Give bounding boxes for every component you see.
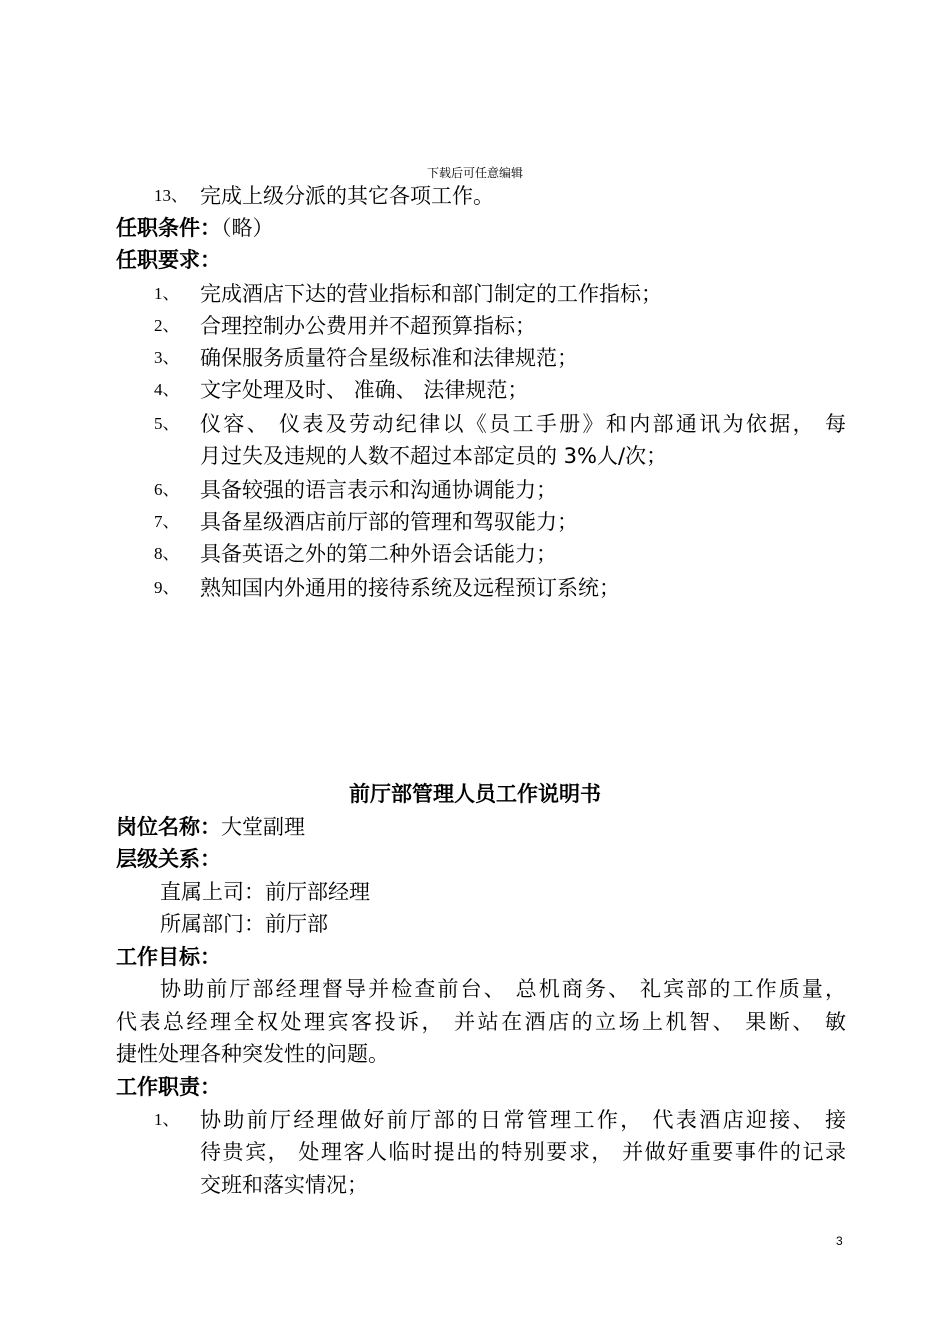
- list-item-number: 9、: [154, 578, 180, 597]
- list-item-number: 7、: [154, 512, 180, 531]
- department-line: 所属部门：前厅部: [160, 912, 328, 936]
- objective-heading: 工作目标：: [116, 945, 221, 969]
- hierarchy-heading: 层级关系：: [116, 847, 221, 871]
- qualifications-label: 任职条件：: [116, 216, 221, 240]
- supervisor-line: 直属上司：前厅部经理: [160, 880, 370, 904]
- requirements-heading: 任职要求：: [116, 248, 221, 272]
- list-item-number: 1、: [154, 284, 180, 303]
- list-item-text: 熟知国内外通用的接待系统及远程预订系统；: [200, 576, 620, 600]
- duties-heading: 工作职责：: [116, 1075, 221, 1099]
- list-item-text-continued: 月过失及违规的人数不超过本部定员的 3%人/次；: [200, 444, 668, 468]
- list-item-text: 待贵宾， 处理客人临时提出的特别要求， 并做好重要事件的记录: [200, 1140, 846, 1164]
- position-line: [116, 811, 305, 843]
- objective-line: 捷性处理各种突发性的问题。: [116, 1042, 389, 1066]
- list-item-text: 协助前厅经理做好前厅部的日常管理工作， 代表酒店迎接、 接: [200, 1108, 846, 1132]
- list-item-number: 5、: [154, 414, 180, 433]
- position-value: 大堂副理: [221, 815, 305, 839]
- list-item-text: 合理控制办公费用并不超预算指标；: [200, 314, 536, 338]
- list-item-text: 具备较强的语言表示和沟通协调能力；: [200, 478, 557, 502]
- position-label: 岗位名称：: [116, 815, 221, 839]
- page-number: 3: [836, 1234, 843, 1248]
- list-item-number: 2、: [154, 316, 180, 335]
- list-item-number: 8、: [154, 544, 180, 563]
- list-item-text: 交班和落实情况；: [200, 1173, 368, 1197]
- list-item-text: 文字处理及时、 准确、 法律规范；: [200, 378, 529, 402]
- objective-line: 协助前厅部经理督导并检查前台、 总机商务、 礼宾部的工作质量，: [160, 977, 846, 1001]
- document-title: 前厅部管理人员工作说明书: [349, 782, 601, 806]
- qualifications-value: （略）: [221, 216, 274, 240]
- watermark: 下载后可任意编辑: [426, 166, 523, 180]
- item-13-number: 13、: [154, 186, 188, 205]
- list-item-text: 具备英语之外的第二种外语会话能力；: [200, 542, 557, 566]
- qualifications-line: [116, 212, 274, 244]
- list-item-text: 确保服务质量符合星级标准和法律规范；: [200, 346, 578, 370]
- list-item-text: 仪容、 仪表及劳动纪律以《员工手册》和内部通讯为依据， 每: [200, 412, 846, 436]
- list-item-number: 1、: [154, 1110, 180, 1129]
- list-item-number: 6、: [154, 480, 180, 499]
- list-item-text: 具备星级酒店前厅部的管理和驾驭能力；: [200, 510, 578, 534]
- list-item-number: 4、: [154, 380, 180, 399]
- list-item-number: 3、: [154, 348, 180, 367]
- objective-line: 代表总经理全权处理宾客投诉， 并站在酒店的立场上机智、 果断、 敏: [116, 1010, 846, 1034]
- list-item-text: 完成酒店下达的营业指标和部门制定的工作指标；: [200, 282, 662, 306]
- item-13-text: 完成上级分派的其它各项工作。: [200, 184, 494, 208]
